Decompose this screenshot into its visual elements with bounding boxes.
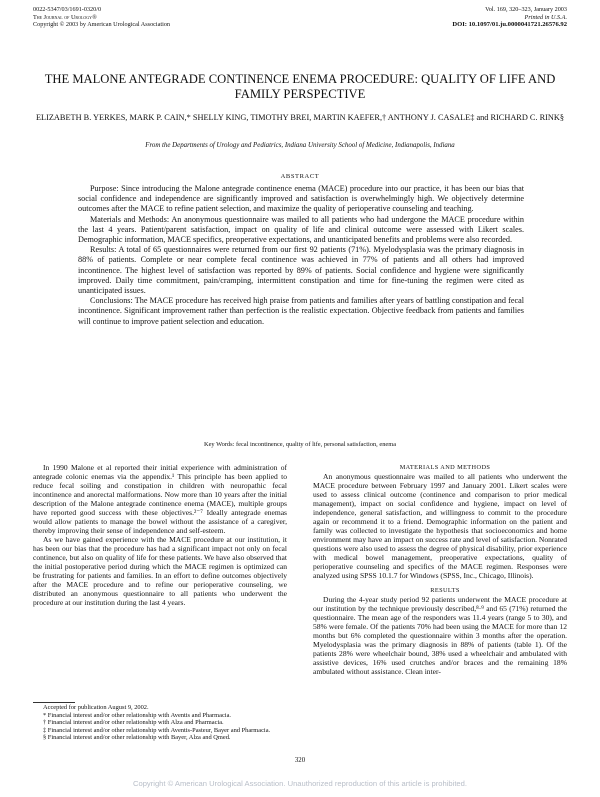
copyright-watermark: Copyright © American Urological Association. Unauthorized reproduction of this article is prohibited. [133,779,467,788]
article-title: THE MALONE ANTEGRADE CONTINENCE ENEMA PROCEDURE: QUALITY OF LIFE AND FAMILY PERSPECTIVE [44,72,556,101]
methods-heading: MATERIALS AND METHODS [399,464,491,471]
footnote-item: † Financial interest and/or other relationship with Alza and Pharmacia. [43,719,224,727]
abstract-heading: ABSTRACT [280,173,320,180]
journal-header-right [452,6,567,29]
intro-paragraph-2: As we have gained experience with the MACE procedure at our institution, it has been our bias that the procedure has had a significant impact not only on fecal continence, but also on quality of life for these patients. We have also observed that the initial postoperative period during which the MACE regimen is optimized can be frustrating for patients and families. In an effort to define outcomes objectively after the MACE procedure and to refine our perioperative counseling, we distributed an anonymous questionnaire to all patients who underwent the procedure at our institution during the last 4 years. [33,535,287,607]
footnote-item: ‡ Financial interest and/or other relationship with Aventis-Pasteur, Bayer and Pharmacia. [43,726,271,734]
results-heading: RESULTS [430,587,460,594]
abstract-results: Results: A total of 65 questionnaires were returned from our first 92 patients (71%). Myelodysplasia was the primary diagnosis in 88% of patients. Complete or near complete fecal continence was achieved in 77% of patients and all others had improved incontinence. The highest level of satisfaction was reported by 89% of patients. Social confidence and hygiene were significantly improved. Daily time commitment, pain/cramping, intermittent constipation and time for fine-tuning the regimen were cited as unanticipated issues. [78,245,524,296]
copyright-line: Copyright © 2003 by American Urological Association [33,21,171,29]
author-list: ELIZABETH B. YERKES, MARK P. CAIN,* SHELLY KING, TIMOTHY BREI, MARTIN KAEFER,† ANTHONY J. CASALE‡ and RICHARD C. RINK§ [35,113,565,122]
intro-paragraph-1: In 1990 Malone et al reported their initial experience with administration of antegrade colonic enemas via the appendix.¹ This principle has been applied to reduce fecal soiling and constipation in children with neuropathic fecal incontinence and anorectal malformations. Now more than 10 years after the initial description of the Malone antegrade continence enema (MACE), multiple groups have reported good success with these objectives.²⁻⁷ Ideally antegrade enemas would allow patients to manage the bowel without the assistance of a caregiver, thereby improving their sense of independence and self-esteem. [33,463,287,535]
abstract-conclusions: Conclusions: The MACE procedure has received high praise from patients and families after years of battling constipation and fecal incontinence. Significant improvement rather than perfection is the realistic expectation. Objective feedback from patients and families will continue to improve patient selection and education. [78,296,524,326]
journal-header-left [33,6,170,29]
printed-line: Printed in U.S.A. [524,13,567,21]
doi-link[interactable]: DOI: 10.1097/01.ju.0000041721.26576.92 [452,21,567,29]
footnote-item: § Financial interest and/or other relationship with Bayer, Alza and Qmed. [43,734,231,742]
abstract-methods: Materials and Methods: An anonymous questionnaire was mailed to all patients who had undergone the MACE procedure within the last 4 years. Patient/parent satisfaction, impact on quality of life and clinical outcome were assessed with Likert scales. Demographic information, MACE specifics, preoperative expectations, and unanticipated benefits and problems were also recorded. [78,214,524,245]
keywords: Key Words: fecal incontinence, quality of life, personal satisfaction, enema [203,441,397,448]
left-column [33,463,287,607]
methods-paragraph-1: An anonymous questionnaire was mailed to all patients who underwent the MACE procedure between February 1997 and January 2001. Likert scales were used to assess clinical outcome (continence and comparison to prior medical management), impact on social confidence and hygiene, impact on level of independence, general satisfaction, and willingness to commit to the procedure again or recommend it to a friend. Demographic information on the patient and family was collected to investigate the hypothesis that socioeconomics and home environment may have an impact on success rate and level of satisfaction. Nonrated questions were also used to assess the degree of physical disability, prior experience with medical bowel management, preoperative expectations, quality of perioperative counseling and specifics of the MACE regimen. Responses were analyzed using SPSS 10.1.7 for Windows (SPSS, Inc., Chicago, Illinois). [313,472,567,580]
abstract-purpose: Purpose: Since introducing the Malone antegrade continence enema (MACE) procedure into our practice, it has been our bias that social confidence and independence are significantly improved and satisfaction is overwhelmingly high. We objectively determine outcomes after the MACE to refine patient selection, and maximize the quality of perioperative counseling and teaching. [78,184,524,214]
issn-line: 0022-5347/03/1691-0320/0 [33,6,102,13]
footnotes [33,704,287,742]
journal-name: The Journal of Urology® [33,13,97,21]
footnote-divider [33,702,75,703]
volume-line: Vol. 169, 320–323, January 2003 [485,6,567,13]
footnote-accepted: Accepted for publication August 9, 2002. [43,704,149,711]
affiliation: From the Departments of Urology and Pediatrics, Indiana University School of Medicine, Indianapolis, Indiana [145,142,455,149]
results-paragraph-1: During the 4-year study period 92 patients underwent the MACE procedure at our institution by the technique previously described,⁸·⁹ and 65 (71%) returned the questionnaire. The mean age of the responders was 11.4 years (range 5 to 30), and 58% were female. Of the patients 70% had been using the MACE for more than 12 months but 6% completed the questionnaire within 3 months after the operation. Myelodysplasia was the primary diagnosis in 88% of patients (table 1). Of the patients 28% were wheelchair bound, 38% used a wheelchair and ambulated with assistive devices, 16% used crutches and/or braces and the remaining 18% ambulated without assistance. Clean inter- [313,595,567,676]
right-column [313,463,567,676]
page-number: 320 [294,757,306,764]
abstract [78,184,524,327]
footnote-item: * Financial interest and/or other relationship with Aventis and Pharmacia. [43,711,232,719]
